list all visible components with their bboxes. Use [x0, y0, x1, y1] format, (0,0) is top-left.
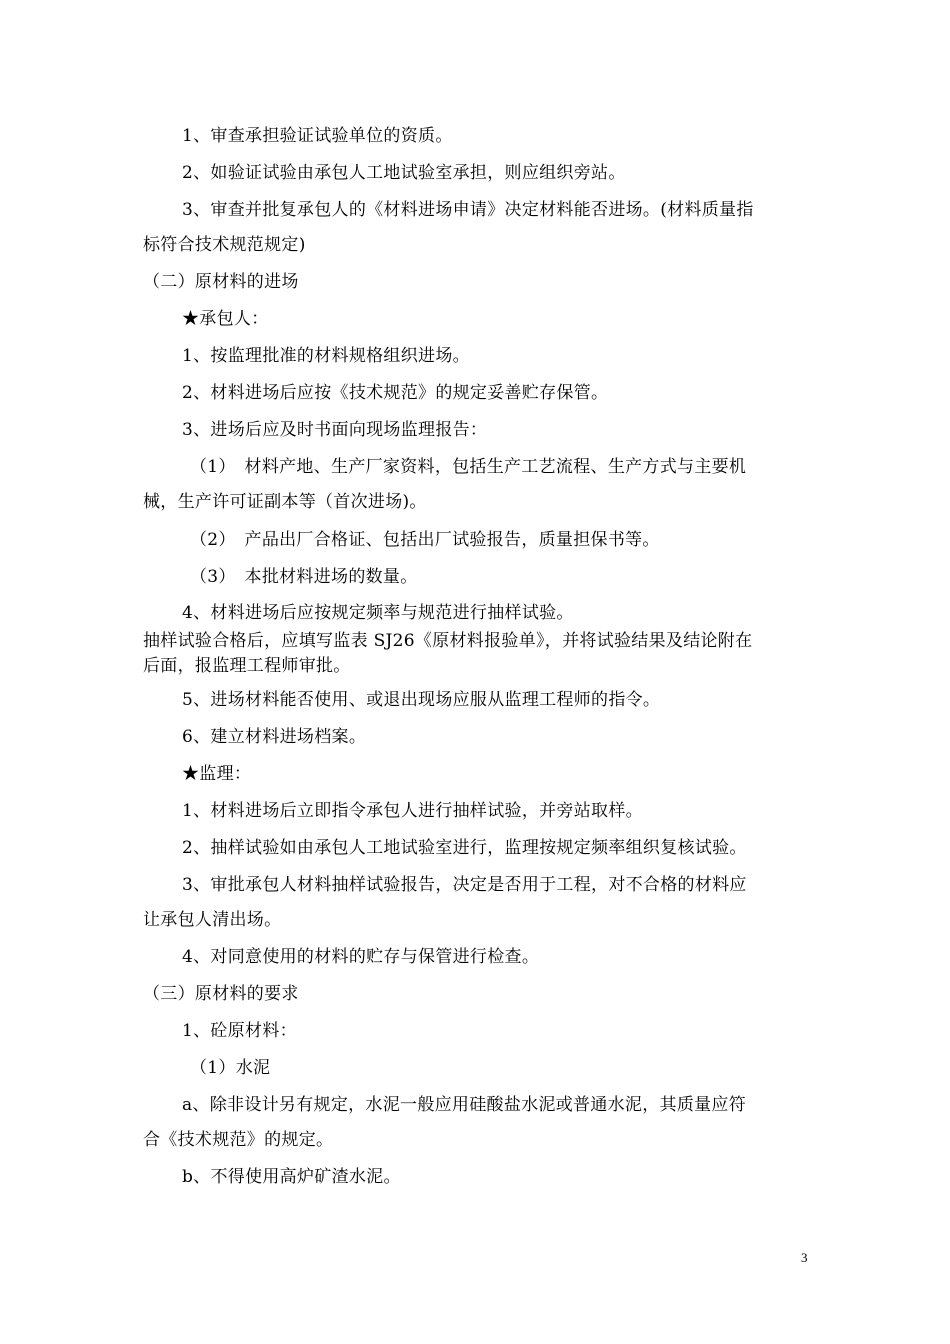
paragraph-line: （3） 本批材料进场的数量。 — [190, 567, 418, 587]
paragraph-line: 3、审批承包人材料抽样试验报告，决定是否用于工程，对不合格的材料应 — [182, 875, 747, 895]
section-heading: （三）原材料的要求 — [143, 984, 299, 1004]
paragraph-line: （1） 材料产地、生产厂家资料，包括生产工艺流程、生产方式与主要机 — [190, 457, 747, 477]
paragraph-line: 1、按监理批准的材料规格组织进场。 — [182, 346, 470, 366]
paragraph-line: 抽样试验合格后，应填写监表 SJ26《原材料报验单》，并将试验结果及结论附在 — [143, 631, 753, 651]
paragraph-line: 械，生产许可证副本等（首次进场)。 — [143, 492, 427, 512]
page-number: 3 — [801, 1250, 808, 1265]
paragraph-line: 1、材料进场后立即指令承包人进行抽样试验，并旁站取样。 — [182, 801, 643, 821]
paragraph-line: 4、材料进场后应按规定频率与规范进行抽样试验。 — [182, 603, 574, 623]
paragraph-line: 1、砼原材料： — [182, 1021, 297, 1041]
paragraph-line: 合《技术规范》的规定。 — [143, 1130, 334, 1150]
paragraph-line: 3、进场后应及时书面向现场监理报告： — [182, 420, 488, 440]
paragraph-line: 让承包人清出场。 — [143, 910, 282, 930]
paragraph-line: 2、材料进场后应按《技术规范》的规定妥善贮存保管。 — [182, 383, 609, 403]
paragraph-line: 4、对同意使用的材料的贮存与保管进行检查。 — [182, 947, 540, 967]
paragraph-line: a、除非设计另有规定，水泥一般应用硅酸盐水泥或普通水泥，其质量应符 — [182, 1095, 747, 1115]
paragraph-line: 6、建立材料进场档案。 — [182, 727, 367, 747]
paragraph-line: 3、审查并批复承包人的《材料进场申请》决定材料能否进场。(材料质量指 — [182, 200, 754, 220]
paragraph-line: （1）水泥 — [190, 1058, 271, 1078]
paragraph-line: 1、审查承担验证试验单位的资质。 — [182, 126, 453, 146]
subheading-supervision: ★监理： — [182, 764, 252, 784]
paragraph-line: 5、进场材料能否使用、或退出现场应服从监理工程师的指令。 — [182, 690, 661, 710]
paragraph-line: 2、如验证试验由承包人工地试验室承担，则应组织旁站。 — [182, 163, 626, 183]
paragraph-line: b、不得使用高炉矿渣水泥。 — [182, 1167, 401, 1187]
paragraph-line: 标符合技术规范规定) — [143, 235, 306, 255]
paragraph-line: （2） 产品出厂合格证、包括出厂试验报告，质量担保书等。 — [190, 530, 660, 550]
section-heading: （二）原材料的进场 — [143, 272, 299, 292]
paragraph-line: 后面，报监理工程师审批。 — [143, 656, 351, 676]
paragraph-line: 2、抽样试验如由承包人工地试验室进行，监理按规定频率组织复核试验。 — [182, 838, 747, 858]
subheading-contractor: ★承包人： — [182, 309, 269, 329]
